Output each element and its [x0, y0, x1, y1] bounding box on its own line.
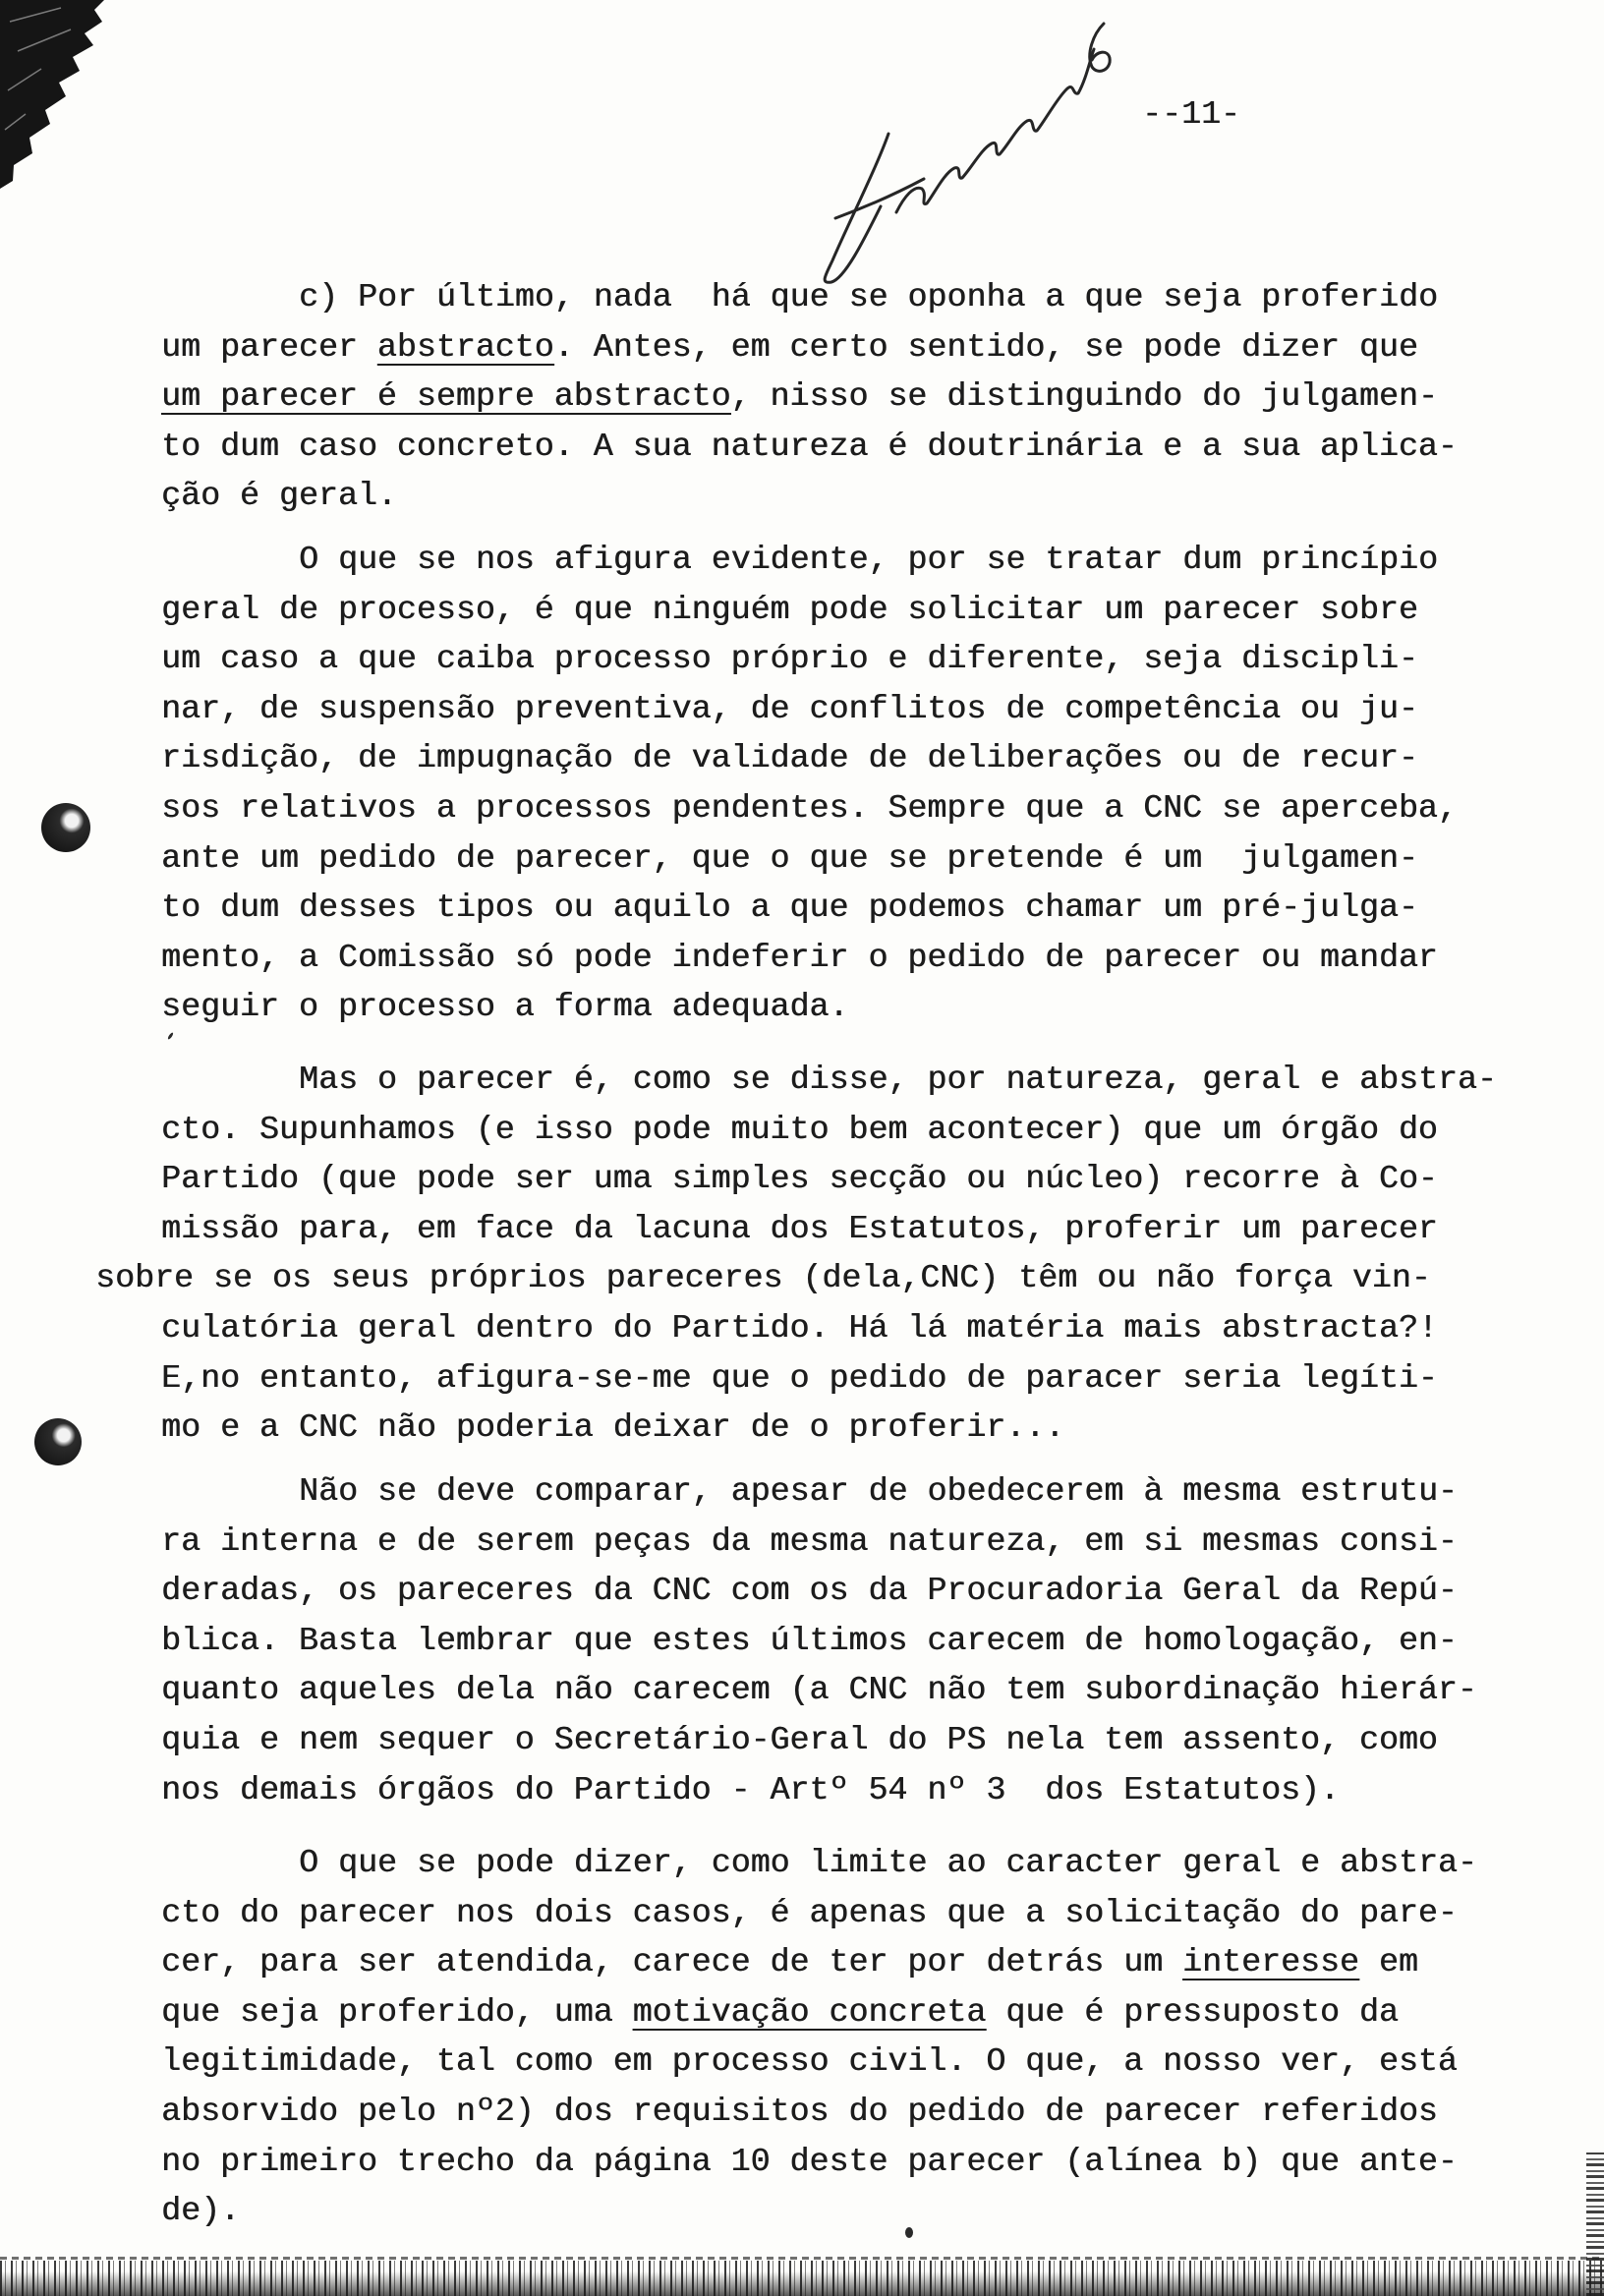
- text-line: cto. Supunhamos (e isso pode muito bem acontecer) que um órgão do: [161, 1110, 1438, 1148]
- text-line: [161, 372, 1458, 422]
- text-line: Partido (que pode ser uma simples secção ou núcleo) recorre à Co-: [161, 1160, 1438, 1198]
- page-number: --11-: [1142, 95, 1240, 133]
- text-segment: , nisso se distinguindo do julgamen-: [730, 377, 1438, 416]
- text-line: legitimidade, tal como em processo civil. O que, a nosso ver, está: [161, 2042, 1458, 2081]
- handwritten-signature-icon: [806, 10, 1130, 295]
- ink-speck: [167, 1032, 174, 1040]
- text-line: de).: [161, 2192, 240, 2230]
- scan-edge-noise: [0, 2257, 1604, 2260]
- text-segment: um parecer: [161, 327, 377, 366]
- text-line: nos demais órgãos do Partido - Artº 54 nº 3 dos Estatutos).: [161, 1770, 1340, 1808]
- paragraph: [161, 272, 1458, 521]
- text-line: ra interna e de serem peças da mesma natureza, em si mesmas consi-: [161, 1521, 1458, 1560]
- text-line: c) Por último, nada há que se oponha a que seja proferido: [299, 278, 1438, 316]
- paragraph: [161, 1466, 1477, 1814]
- text-segment: . Antes, em certo sentido, se pode dizer que: [553, 327, 1418, 366]
- scan-edge-noise: [1586, 2152, 1604, 2296]
- text-line: culatória geral dentro do Partido. Há lá matéria mais abstracta?!: [161, 1308, 1438, 1347]
- text-line: um caso a que caiba processo próprio e diferente, seja discipli-: [161, 640, 1418, 678]
- text-line: mo e a CNC não poderia deixar de o proferir...: [161, 1408, 1065, 1447]
- text-line: risdição, de impugnação de validade de deliberações ou de recur-: [161, 739, 1418, 777]
- underlined-text: interesse: [1182, 1943, 1359, 1981]
- text-line: Mas o parecer é, como se disse, por natureza, geral e abstra-: [299, 1061, 1497, 1098]
- text-line: to dum desses tipos ou aquilo a que podemos chamar um pré-julga-: [161, 889, 1418, 927]
- text-segment: cer, para ser atendida, carece de ter por detrás um: [161, 1943, 1183, 1981]
- text-line: [161, 1987, 1477, 2038]
- underlined-text: um parecer é sempre abstracto: [161, 377, 731, 416]
- text-line: quanto aqueles dela não carecem (a CNC não tem subordinação hierár-: [161, 1671, 1477, 1709]
- paragraph: [95, 1055, 1497, 1453]
- text-line: [161, 1937, 1477, 1987]
- text-line: ção é geral.: [161, 477, 397, 515]
- punch-hole-icon: [34, 1418, 82, 1465]
- text-line: O que se nos afigura evidente, por se tratar dum princípio: [299, 541, 1438, 578]
- text-line: deradas, os pareceres da CNC com os da Procuradoria Geral da Repú-: [161, 1572, 1458, 1610]
- paragraph: [161, 1838, 1477, 2236]
- text-line: [161, 322, 1458, 373]
- text-line: sobre se os seus próprios pareceres (dela,CNC) têm ou não força vin-: [95, 1259, 1431, 1297]
- text-line: seguir o processo a forma adequada.: [161, 988, 849, 1026]
- text-line: missão para, em face da lacuna dos Estatutos, proferir um parecer: [161, 1209, 1438, 1247]
- text-segment: em: [1358, 1943, 1418, 1981]
- text-line: Não se deve comparar, apesar de obedecerem à mesma estrutu-: [299, 1472, 1458, 1510]
- text-line: O que se pode dizer, como limite ao caracter geral e abstra-: [299, 1844, 1477, 1881]
- text-line: E,no entanto, afigura-se-me que o pedido de paracer seria legíti-: [161, 1358, 1438, 1397]
- text-line: sos relativos a processos pendentes. Sempre que a CNC se aperceba,: [161, 788, 1458, 827]
- text-line: geral de processo, é que ninguém pode solicitar um parecer sobre: [161, 590, 1418, 628]
- text-line: mento, a Comissão só pode indeferir o pedido de parecer ou mandar: [161, 938, 1438, 976]
- text-line: absorvido pelo nº2) dos requisitos do pedido de parecer referidos: [161, 2092, 1438, 2130]
- text-segment: que seja proferido, uma: [161, 1992, 633, 2031]
- underlined-text: motivação concreta: [632, 1992, 987, 2031]
- text-line: cto do parecer nos dois casos, é apenas que a solicitação do pare-: [161, 1893, 1458, 1931]
- underlined-text: abstracto: [376, 327, 554, 366]
- text-segment: que é pressuposto da: [986, 1992, 1399, 2031]
- text-line: no primeiro trecho da página 10 deste parecer (alínea b) que ante-: [161, 2142, 1458, 2180]
- text-line: to dum caso concreto. A sua natureza é doutrinária e a sua aplica-: [161, 427, 1458, 465]
- scan-corner-shadow: [0, 0, 118, 192]
- text-line: nar, de suspensão preventiva, de conflitos de competência ou ju-: [161, 689, 1418, 727]
- paragraph: [161, 535, 1458, 1032]
- text-line: quia e nem sequer o Secretário-Geral do PS nela tem assento, como: [161, 1720, 1438, 1758]
- text-line: ante um pedido de parecer, que o que se pretende é um julgamen-: [161, 838, 1418, 877]
- scan-edge-noise: [0, 2261, 1604, 2296]
- text-line: blica. Basta lembrar que estes últimos carecem de homologação, en-: [161, 1621, 1458, 1659]
- punch-hole-icon: [41, 803, 90, 852]
